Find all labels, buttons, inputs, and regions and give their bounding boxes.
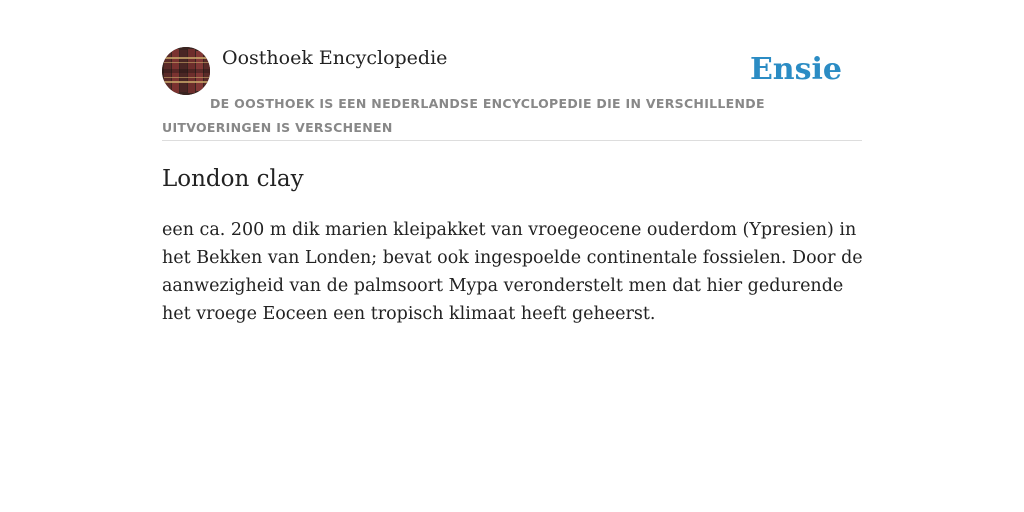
article-body: een ca. 200 m dik marien kleipakket van vroegeocene ouderdom (Ypresien) in het Bekken van Londen; bevat ook ingespoelde continentale fossielen. Door de aanwezigheid van de palmsoort Mypa veronderstelt men dat hier gedurende het vroege Eoceen een tropisch klimaat heeft geheerst.: [162, 220, 863, 324]
article-title: London clay: [162, 166, 304, 192]
source-title[interactable]: Oosthoek Encyclopedie: [222, 47, 448, 69]
brand-logo[interactable]: Ensie: [749, 52, 842, 87]
source-description: DE OOSTHOEK IS EEN NEDERLANDSE ENCYCLOPEDIE DIE IN VERSCHILLENDE UITVOERINGEN IS VERSCHENEN: [162, 96, 765, 135]
source-avatar[interactable]: [162, 47, 210, 95]
source-header: [162, 46, 862, 141]
book-spines-icon: [162, 47, 210, 95]
